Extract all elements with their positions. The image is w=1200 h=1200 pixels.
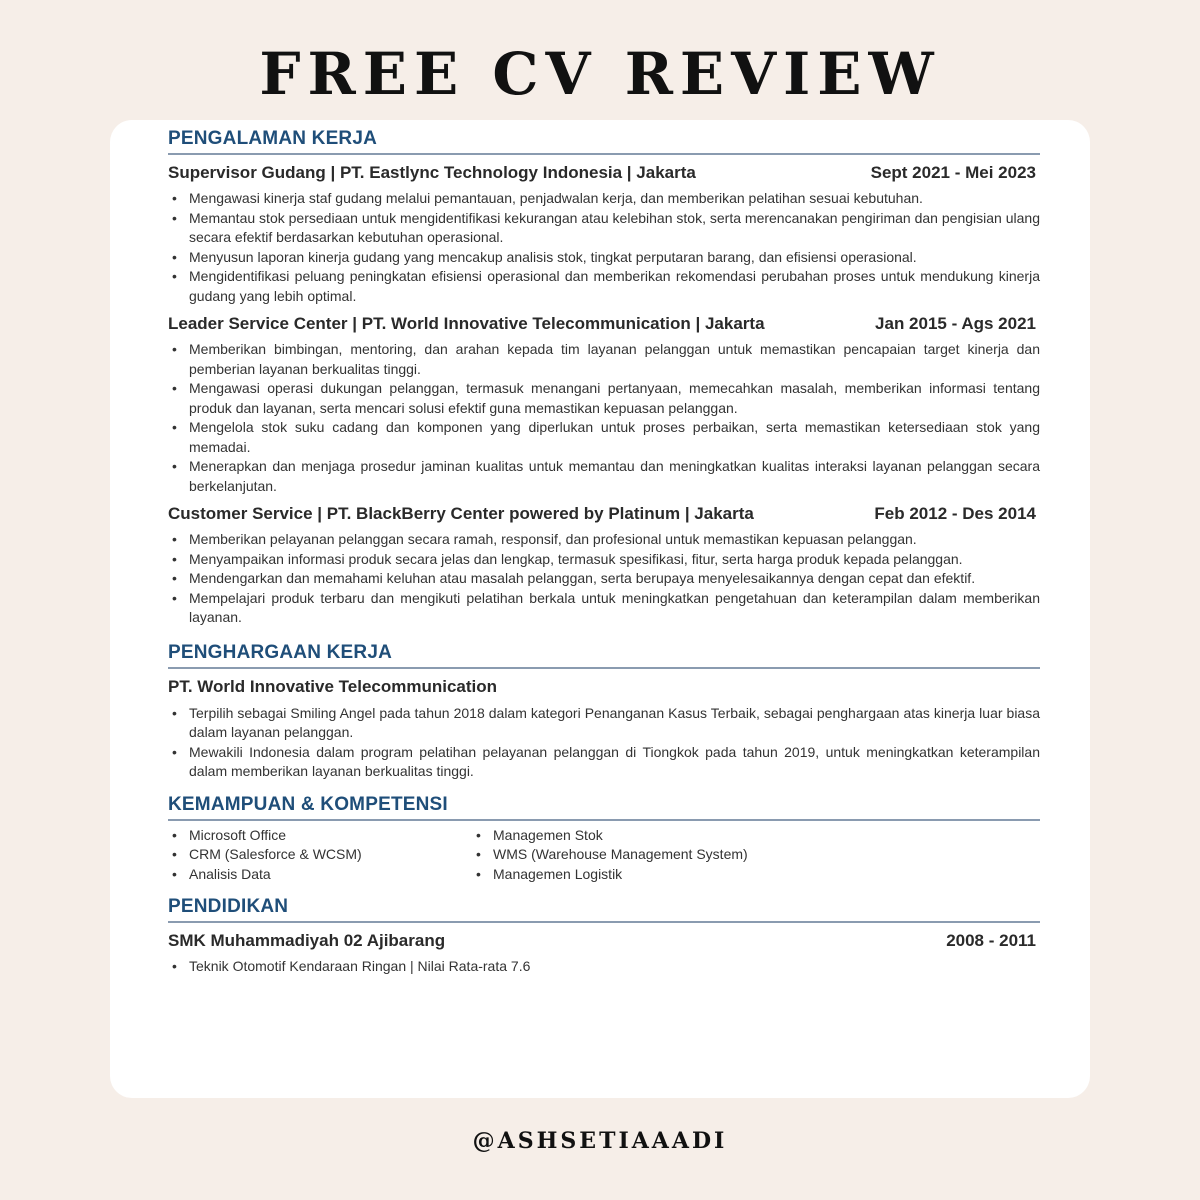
section-heading-skills: KEMAMPUAN & KOMPETENSI [168, 794, 1040, 821]
awards-list [168, 704, 1040, 782]
education-header [168, 931, 1040, 951]
school-name: SMK Muhammadiyah 02 Ajibarang [168, 931, 446, 950]
list-item: • Mewakili Indonesia dalam program pelatihan pelayanan pelanggan di Tiongkok pada tahun 2019, untuk meningkatkan keterampilan dalam memberikan layanan berkualitas tinggi. [189, 743, 1040, 782]
section-spacer [168, 782, 1040, 794]
section-spacer [168, 884, 1040, 896]
job-duties-list [168, 340, 1040, 496]
section-spacer [168, 630, 1040, 642]
job-header [168, 163, 1040, 183]
job-header [168, 504, 1040, 524]
education-list [168, 957, 1040, 977]
job-title: Customer Service | PT. BlackBerry Center powered by Platinum | Jakarta [168, 504, 754, 523]
list-item: • Memantau stok persediaan untuk mengidentifikasi kekurangan atau kelebihan stok, serta merencanakan pengiriman dan pengisian ulang secara efektif berdasarkan kebutuhan operasional. [189, 209, 1040, 248]
list-item: • Mendengarkan dan memahami keluhan atau masalah pelanggan, serta berupaya menyelesaikannya dengan cepat dan efektif. [189, 569, 1040, 589]
job-entry [168, 163, 1040, 306]
list-item: • Mengawasi operasi dukungan pelanggan, termasuk menangani pertanyaan, memecahkan masalah, memberikan informasi tentang produk dan layanan, serta mencari solusi efektif guna memastikan kepuasan pelanggan. [189, 379, 1040, 418]
award-organization: PT. World Innovative Telecommunication [168, 676, 498, 696]
skills-list-left [168, 826, 472, 885]
job-period: Jan 2015 - Ags 2021 [875, 314, 1036, 333]
job-period: Sept 2021 - Mei 2023 [870, 163, 1036, 182]
job-duties-list [168, 189, 1040, 306]
list-item: • Memberikan pelayanan pelanggan secara ramah, responsif, dan profesional untuk memastikan kepuasan pelanggan. [189, 530, 1040, 550]
section-heading-education: PENDIDIKAN [168, 896, 1040, 923]
job-header [168, 314, 1040, 334]
job-period: Feb 2012 - Des 2014 [874, 504, 1036, 523]
job-entry [168, 504, 1040, 628]
job-title: Leader Service Center | PT. World Innovative Telecommunication | Jakarta [168, 314, 765, 333]
list-item: • Mempelajari produk terbaru dan mengikuti pelatihan berkala untuk meningkatkan pengetahuan dan keterampilan dalam memberikan layanan. [189, 589, 1040, 628]
cv-content [168, 128, 1040, 977]
list-item: • WMS (Warehouse Management System) [493, 845, 776, 865]
section-heading-experience: PENGALAMAN KERJA [168, 128, 1040, 155]
skills-columns [168, 826, 1040, 885]
list-item: • Analisis Data [189, 865, 472, 885]
list-item: • Mengawasi kinerja staf gudang melalui pemantauan, penjadwalan kerja, dan memberikan pelatihan sesuai kebutuhan. [189, 189, 1040, 209]
skills-list-right [472, 826, 776, 885]
list-item: • Microsoft Office [189, 826, 472, 846]
education-period: 2008 - 2011 [946, 931, 1036, 950]
cv-document-card [110, 120, 1090, 1098]
list-item: • CRM (Salesforce & WCSM) [189, 845, 472, 865]
job-duties-list [168, 530, 1040, 628]
job-title: Supervisor Gudang | PT. Eastlync Technology Indonesia | Jakarta [168, 163, 696, 182]
list-item: • Managemen Stok [493, 826, 776, 846]
section-heading-awards: PENGHARGAAN KERJA [168, 642, 1040, 669]
job-entry [168, 314, 1040, 496]
list-item: • Menyampaikan informasi produk secara jelas dan lengkap, termasuk spesifikasi, fitur, serta harga produk kepada pelanggan. [189, 550, 1040, 570]
list-item: • Mengidentifikasi peluang peningkatan efisiensi operasional dan memberikan rekomendasi perubahan proses untuk mendukung kinerja gudang yang lebih optimal. [189, 267, 1040, 306]
list-item: • Managemen Logistik [493, 865, 776, 885]
list-item: • Memberikan bimbingan, mentoring, dan arahan kepada tim layanan pelanggan untuk memastikan pencapaian target kinerja dan pemberian layanan berkualitas tinggi. [189, 340, 1040, 379]
list-item: • Menyusun laporan kinerja gudang yang mencakup analisis stok, tingkat perputaran barang, dan efisiensi operasional. [189, 248, 1040, 268]
list-item: • Terpilih sebagai Smiling Angel pada tahun 2018 dalam kategori Penanganan Kasus Terbaik, sebagai penghargaan atas kinerja luar biasa dalam layanan pelanggan. [189, 704, 1040, 743]
list-item: • Teknik Otomotif Kendaraan Ringan | Nilai Rata-rata 7.6 [189, 957, 1040, 977]
list-item: • Mengelola stok suku cadang dan komponen yang diperlukan untuk proses perbaikan, serta memastikan ketersediaan stok yang memadai. [189, 418, 1040, 457]
list-item: • Menerapkan dan menjaga prosedur jaminan kualitas untuk memantau dan meningkatkan kualitas interaksi layanan pelanggan secara berkelanjutan. [189, 457, 1040, 496]
page-title: FREE CV REVIEW [259, 40, 941, 108]
social-handle: @ASHSETIAAADI [472, 1128, 728, 1154]
